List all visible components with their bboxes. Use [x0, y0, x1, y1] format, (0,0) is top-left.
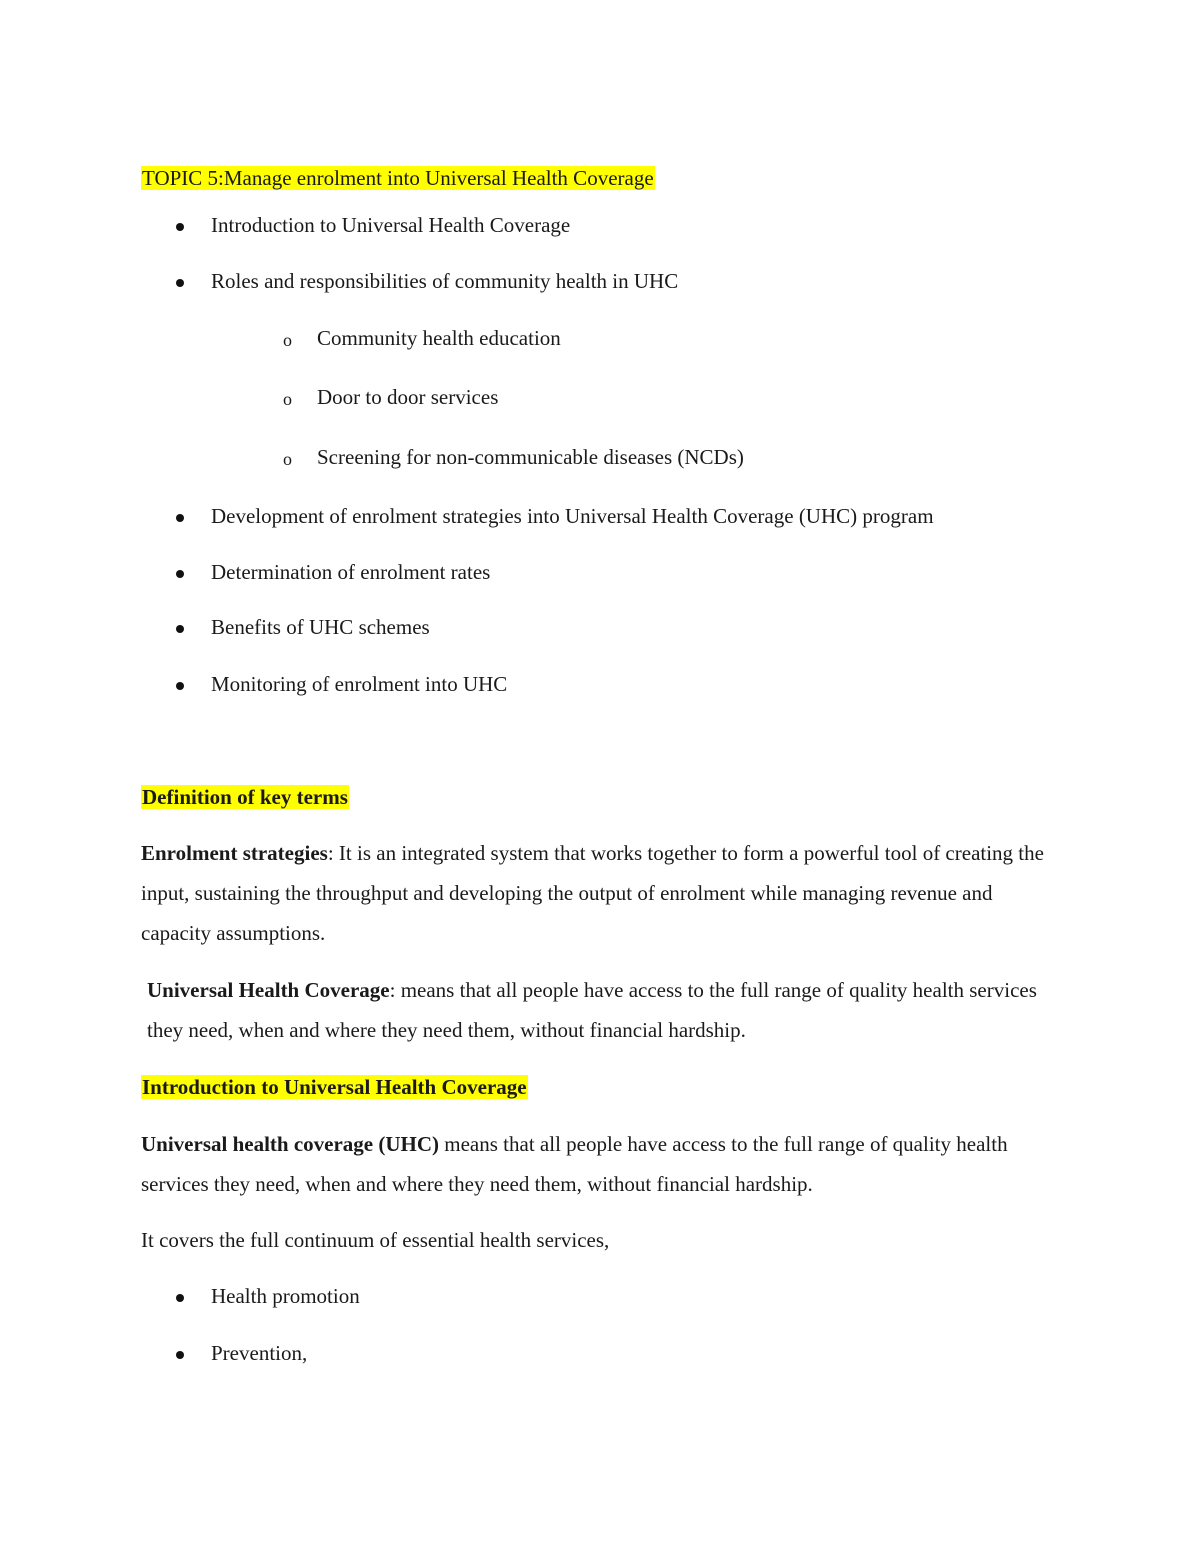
- definition-term: Universal Health Coverage: [147, 978, 390, 1002]
- definition-term: Enrolment strategies: [141, 841, 328, 865]
- definitions-heading-text: Definition of key terms: [142, 785, 348, 809]
- intro-text: means that all people have access to the full range of quality health services they need, when and where they need them, without financial hardship.: [141, 1132, 1008, 1196]
- continuum-text: It covers the full continuum of essential health services,: [141, 1228, 610, 1252]
- bullet-icon: [176, 1294, 184, 1302]
- definition-paragraph: [141, 833, 1061, 953]
- topic-heading: [141, 166, 655, 190]
- list-item: Monitoring of enrolment into UHC: [211, 672, 508, 696]
- topic-heading-text: TOPIC 5:Manage enrolment into Universal Health Coverage: [142, 166, 654, 190]
- intro-heading-text: Introduction to Universal Health Coverage: [142, 1075, 527, 1099]
- list-item: Introduction to Universal Health Coverage: [211, 213, 571, 237]
- list-item: Prevention,: [211, 1341, 308, 1365]
- bullet-icon: [176, 1351, 184, 1359]
- sub-list-item: Door to door services: [317, 385, 499, 409]
- bullet-icon: [176, 223, 184, 231]
- list-item: Health promotion: [211, 1284, 360, 1308]
- intro-heading: [141, 1075, 528, 1099]
- list-item: Roles and responsibilities of community health in UHC: [211, 269, 679, 293]
- bullet-icon: [176, 514, 184, 522]
- bullet-icon: [176, 682, 184, 690]
- sub-bullet-icon: o: [283, 449, 292, 469]
- definition-text: : It is an integrated system that works together to form a powerful tool of creating the input, sustaining the throughput and developing the output of enrolment while managing revenue and capacity assumptions.: [141, 841, 1044, 945]
- bullet-icon: [176, 570, 184, 578]
- intro-term: Universal health coverage (UHC): [141, 1132, 440, 1156]
- bullet-icon: [176, 279, 184, 287]
- list-item: Development of enrolment strategies into Universal Health Coverage (UHC) program: [211, 504, 934, 528]
- list-item: Benefits of UHC schemes: [211, 615, 430, 639]
- intro-paragraph: [141, 1124, 1061, 1204]
- sub-list-item: Community health education: [317, 326, 561, 350]
- sub-bullet-icon: o: [283, 330, 292, 350]
- sub-bullet-icon: o: [283, 389, 292, 409]
- list-item: Determination of enrolment rates: [211, 560, 491, 584]
- bullet-icon: [176, 625, 184, 633]
- definition-text: : means that all people have access to the full range of quality health services they need, when and where they need them, without financial hardship.: [147, 978, 1037, 1042]
- definition-paragraph: [147, 970, 1067, 1050]
- sub-list-item: Screening for non-communicable diseases (NCDs): [317, 445, 744, 469]
- definitions-heading: [141, 785, 349, 809]
